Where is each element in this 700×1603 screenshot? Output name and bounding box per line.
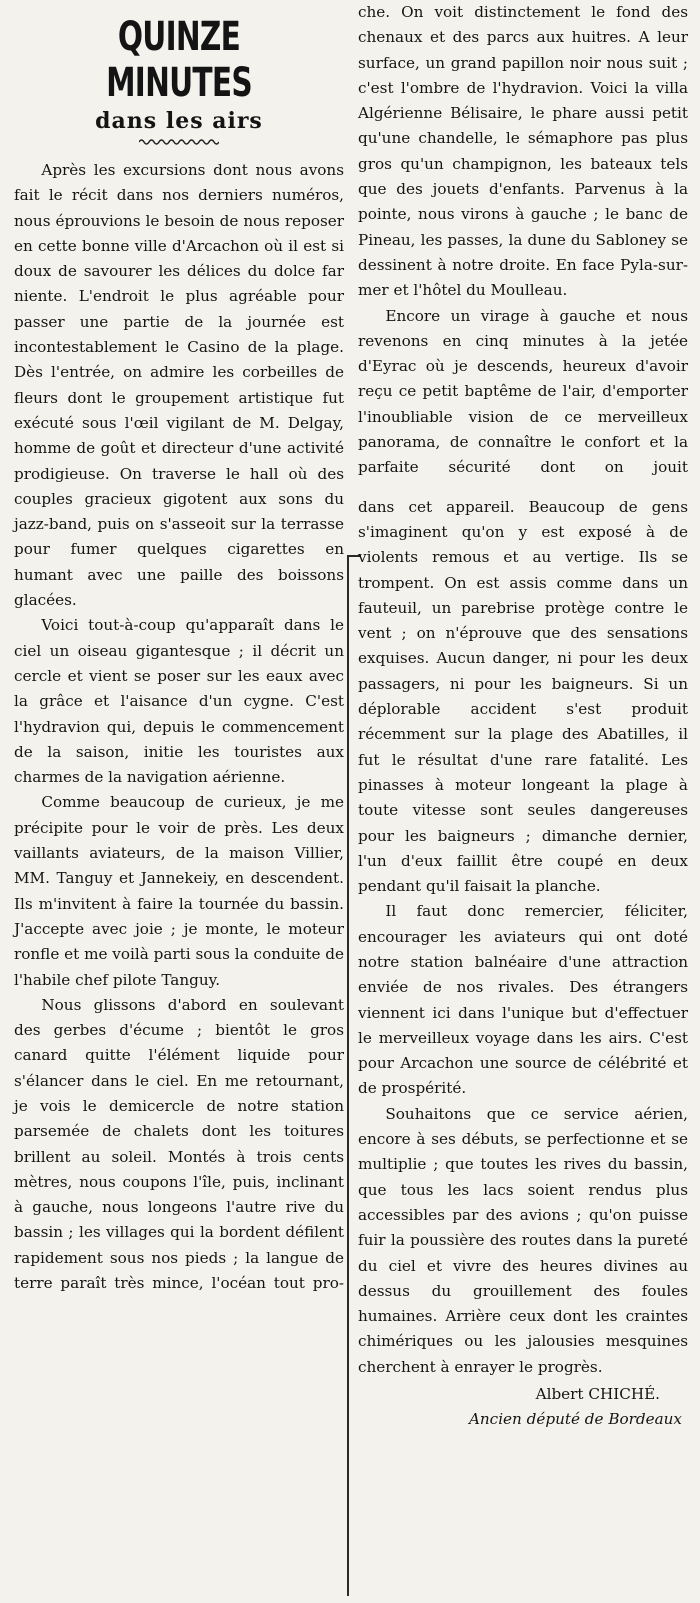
article-column-right xyxy=(358,0,688,1432)
article-title: QUINZE MINUTES xyxy=(106,14,252,106)
paragraph-1: Après les excursions dont nous avons fait le récit dans nos derniers numéros, nous éprouvions le besoin de nous reposer en cette bonne ville d'Arcachon où il est si doux de savourer les délices du dolce far niente. L'endroit le plus agréable pour passer une partie de la journée est incontestablement le Casino de la plage. Dès l'entrée, on admire les corbeilles de fleurs dont le groupement artistique fut exécuté sous l'œil vigilant de M. Delgay, homme de goût et directeur d'une activité prodigieuse. On traverse le hall où des couples gracieux gigotent aux sons du jazz-band, puis on s'asseoit sur la terrasse pour fumer quelques cigarettes en humant avec une paille des boissons glacées. xyxy=(14,161,344,610)
paragraph-6: Il faut donc remercier, féliciter, encourager les aviateurs qui ont doté notre station balnéaire d'une attraction enviée de nos rivales. Des étrangers viennent ici dans l'unique but d'effectuer le merveilleux voyage dans les airs. C'est pour Arcachon une source de célébrité et de prospérité. xyxy=(358,902,688,1098)
paragraph-5-continued: dans cet appareil. Beaucoup de gens s'imaginent qu'on y est exposé à de violents remous et au vertige. Ils se trompent. On est assis comme dans un fauteuil, un parebrise protège contre le vent ; on n'éprouve que des sensations exquises. Aucun danger, ni pour les deux passagers, ni pour les baigneurs. Si un déplorable accident s'est produit récemment sur la plage des Abatilles, il fut le résultat d'une rare fatalité. Les pinasses à moteur longeant la plage à toute vitesse sont seules dangereuses pour les baigneurs ; dimanche dernier, l'un d'eux faillit être coupé en deux pendant qu'il faisait la planche. xyxy=(358,497,688,896)
paragraph-5: Encore un virage à gauche et nous revenons en cinq minutes à la jetée d'Eyrac où je descends, heureux d'avoir reçu ce petit baptême de l'air, d'emporter l'inoubliable vision de ce merveilleux panorama, de connaître le confort et la parfaite sécurité dont on jouit xyxy=(358,306,688,477)
paragraph-7: Souhaitons que ce service aérien, encore à ses débuts, se perfectionne et se multiplie ; que toutes les rives du bassin, que tous les lacs soient rendus plus accessibles par des avions ; qu'on puisse fuir la poussière des routes dans la pureté du ciel et vivre des heures divines au dessus du grouillement des foules humaines. Arrière ceux dont les craintes chimériques ou les jalousies mesquines cherchent à enrayer le progrès. xyxy=(358,1104,688,1376)
paragraph-2: Voici tout-à-coup qu'apparaît dans le ciel un oiseau gigantesque ; il décrit un cercle et vient se poser sur les eaux avec la grâce et l'aisance d'un cygne. C'est l'hydravion qui, depuis le commencement de la saison, initie les touristes aux charmes de la navigation aérienne. xyxy=(14,616,344,787)
paragraph-4: Nous glissons d'abord en soulevant des gerbes d'écume ; bientôt le gros canard quitte l'élément liquide pour s'élancer dans le ciel. En me retournant, je vois le demicercle de notre station parsemée de chalets dont les toitures brillent au soleil. Montés à trois cents mètres, nous coupons l'île, puis, inclinant à gauche, nous longeons l'autre rive du bassin ; les villages qui la bordent défilent rapidement sous nos pieds ; la langue de terre paraît très mince, l'océan tout pro- xyxy=(14,995,344,1293)
article-masthead xyxy=(14,14,344,146)
signature-role: Ancien député de Bordeaux xyxy=(468,1410,682,1429)
paragraph-4-continued: che. On voit distinctement le fond des chenaux et des parcs aux huitres. A leur surface, un grand papillon noir nous suit ; c'est l'ombre de l'hydravion. Voici la villa Algérienne Bélisaire, le phare aussi petit qu'une chandelle, le sémaphore pas plus gros qu'un champignon, les bateaux tels que des jouets d'enfants. Parvenus à la pointe, nous virons à gauche ; le banc de Pineau, les passes, la dune du Sabloney se dessinent à notre droite. En face Pyla-sur-mer et l'hôtel du Moulleau. xyxy=(358,3,688,300)
ornament-squiggle-icon xyxy=(139,138,219,146)
article-subtitle: dans les airs xyxy=(95,108,263,134)
column-divider-vertical xyxy=(347,556,349,1596)
article-column-left xyxy=(14,0,344,1296)
paragraph-3: Comme beaucoup de curieux, je me précipite pour le voir de près. Les deux vaillants aviateurs, de la maison Villier, MM. Tanguy et Jannekeiy, en descendent. Ils m'invitent à faire la tournée du bassin. J'accepte avec joie ; je monte, le moteur ronfle et me voilà parti sous la conduite de l'habile chef pilote Tanguy. xyxy=(14,793,344,989)
signature-name: Albert CHICHÉ. xyxy=(535,1385,660,1404)
